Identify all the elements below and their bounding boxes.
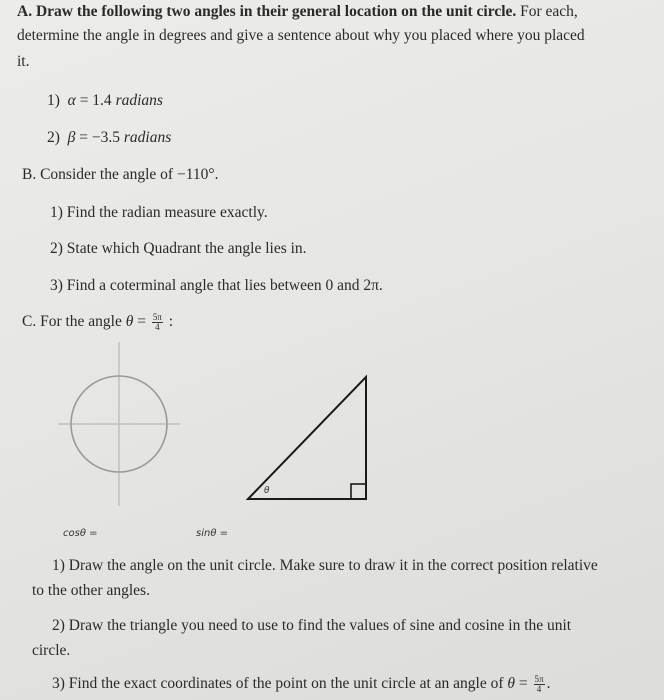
section-a-item2 bbox=[47, 128, 171, 148]
section-b-item2: 2) State which Quadrant the angle lies in. bbox=[50, 240, 307, 257]
section-a-heading bbox=[17, 2, 578, 22]
section-a-item1-unit: radians bbox=[115, 92, 163, 109]
theta-symbol: θ bbox=[125, 313, 134, 330]
section-b-heading: B. Consider the angle of −110°. bbox=[22, 166, 219, 183]
section-c-item3-pre: 3) Find the exact coordinates of the point on the unit circle at an angle of bbox=[52, 675, 508, 692]
unit-circle-diagram bbox=[58, 340, 178, 510]
fraction-numerator: 5π bbox=[152, 311, 162, 322]
section-a-heading-bold: A. Draw the following two angles in their general location on the unit circle. bbox=[17, 3, 517, 20]
section-c-item1-line1: 1) Draw the angle on the unit circle. Make sure to draw it in the correct position relative bbox=[52, 557, 598, 574]
section-b-item1: 1) Find the radian measure exactly. bbox=[50, 204, 268, 221]
section-c-item2-line2: circle. bbox=[32, 642, 71, 659]
theta-symbol-item3: θ bbox=[507, 675, 516, 692]
triangle-theta-label: θ bbox=[264, 486, 270, 496]
beta-symbol: β bbox=[67, 129, 76, 146]
section-a-item2-eq: = −3.5 bbox=[75, 129, 124, 146]
section-c-eq: = bbox=[133, 313, 150, 330]
section-b-item3: 3) Find a coterminal angle that lies between 0 and 2π. bbox=[50, 277, 383, 294]
section-a-line2: determine the angle in degrees and give a sentence about why you placed where you placed bbox=[17, 27, 585, 44]
section-c-item3-eq: = bbox=[515, 675, 532, 692]
fraction-denominator: 4 bbox=[155, 321, 160, 332]
section-a-heading-rest: For each, bbox=[516, 3, 578, 20]
section-c-heading-post: : bbox=[164, 313, 174, 330]
right-angle-marker bbox=[351, 484, 366, 499]
section-c-item3 bbox=[52, 674, 550, 694]
section-c-heading-pre: C. For the angle bbox=[22, 313, 126, 330]
right-triangle bbox=[248, 377, 366, 499]
section-a-item2-unit: radians bbox=[123, 129, 172, 146]
section-a-item1-eq: = 1.4 bbox=[75, 92, 116, 109]
section-a-item1-num: 1) bbox=[47, 92, 60, 109]
section-c-item2-line1: 2) Draw the triangle you need to use to find the values of sine and cosine in the unit bbox=[52, 617, 572, 634]
five-pi-over-four-fraction-item3 bbox=[534, 675, 545, 694]
section-c-item1-line2: to the other angles. bbox=[32, 582, 150, 599]
section-a-line3: it. bbox=[17, 53, 30, 70]
section-c-heading bbox=[22, 312, 173, 332]
section-c-item3-post: . bbox=[546, 675, 551, 692]
sin-theta-label: sinθ = bbox=[196, 528, 229, 539]
alpha-symbol: α bbox=[67, 92, 76, 109]
five-pi-over-four-fraction bbox=[152, 313, 163, 332]
fraction-numerator-item3: 5π bbox=[534, 673, 544, 684]
section-a-item1 bbox=[47, 91, 163, 111]
section-a-item2-num: 2) bbox=[47, 129, 60, 146]
cos-theta-label: cosθ = bbox=[63, 528, 98, 539]
fraction-denominator-item3: 4 bbox=[536, 683, 542, 694]
